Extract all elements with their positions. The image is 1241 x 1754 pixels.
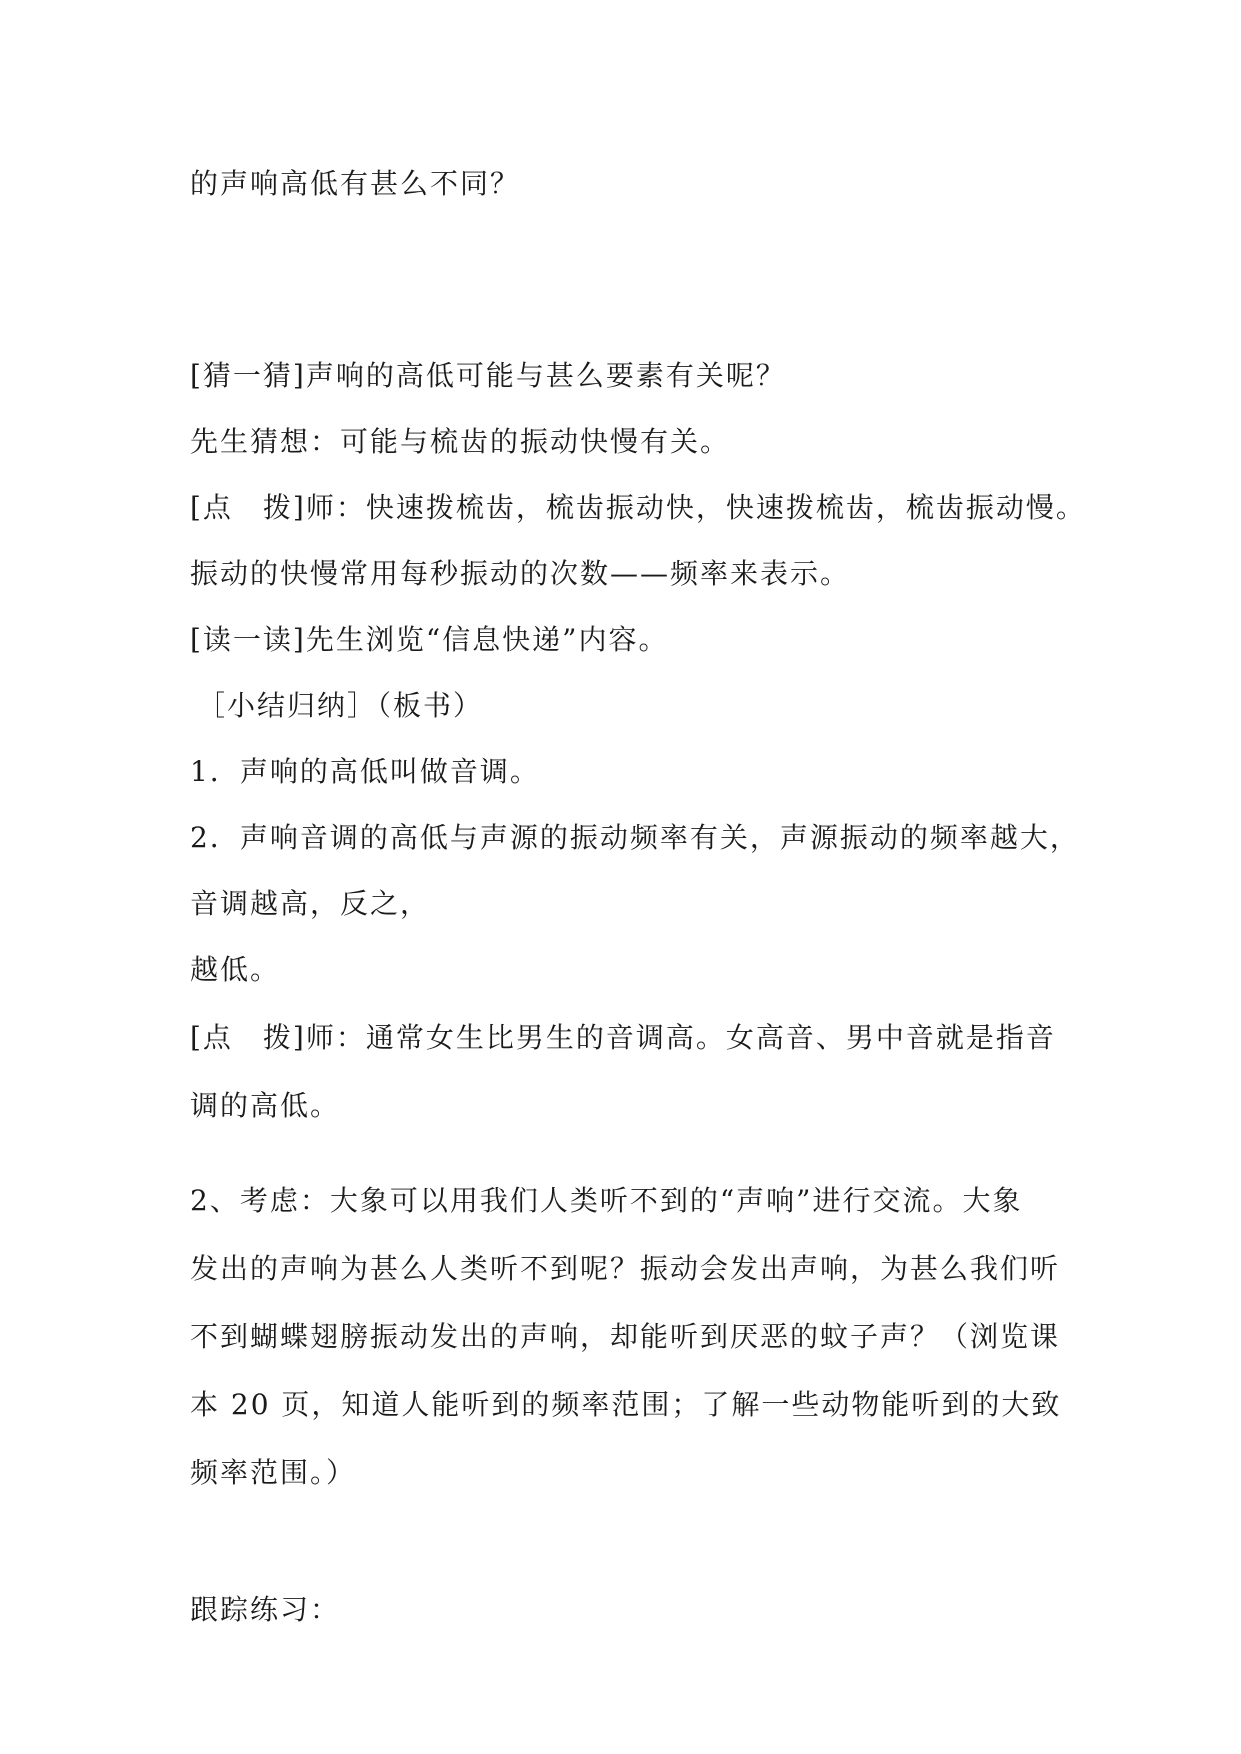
- text-line: 频率范围。）: [190, 1456, 357, 1489]
- section-heading: 跟踪练习：: [190, 1593, 341, 1626]
- text-line: 2、考虑：大象可以用我们人类听不到的“声响”进行交流。大象: [190, 1184, 1023, 1217]
- text-line: [点 拨]师：快速拨梳齿，梳齿振动快，快速拨梳齿，梳齿振动慢。: [190, 491, 1086, 524]
- text-line: 发出的声响为甚么人类听不到呢？振动会发出声响，为甚么我们听: [190, 1252, 1061, 1285]
- text-line: 调的高低。: [190, 1089, 341, 1122]
- text-line: 的声响高低有甚么不同？: [190, 167, 521, 200]
- text-line: [点 拨]师：通常女生比男生的音调高。女高音、男中音就是指音: [190, 1021, 1056, 1054]
- text-line: 先生猜想：可能与梳齿的振动快慢有关。: [190, 425, 731, 458]
- text-line: 越低。: [190, 953, 281, 986]
- text-line: 不到蝴蝶翅膀振动发出的声响，却能听到厌恶的蚊子声？（浏览课: [190, 1320, 1061, 1353]
- text-line: [读一读]先生浏览“信息快递”内容。: [190, 623, 669, 656]
- text-line: 振动的快慢常用每秒振动的次数——频率来表示。: [190, 557, 851, 590]
- text-line: ［小结归纳］（板书）: [197, 689, 484, 722]
- text-line: 本 20 页，知道人能听到的频率范围；了解一些动物能听到的大致: [190, 1388, 1062, 1421]
- text-line: 音调越高，反之，: [190, 887, 431, 920]
- text-line: [猜一猜]声响的高低可能与甚么要素有关呢？: [190, 359, 786, 392]
- text-line: 2．声响音调的高低与声源的振动频率有关，声源振动的频率越大，: [190, 821, 1080, 854]
- text-line: 1．声响的高低叫做音调。: [190, 755, 540, 788]
